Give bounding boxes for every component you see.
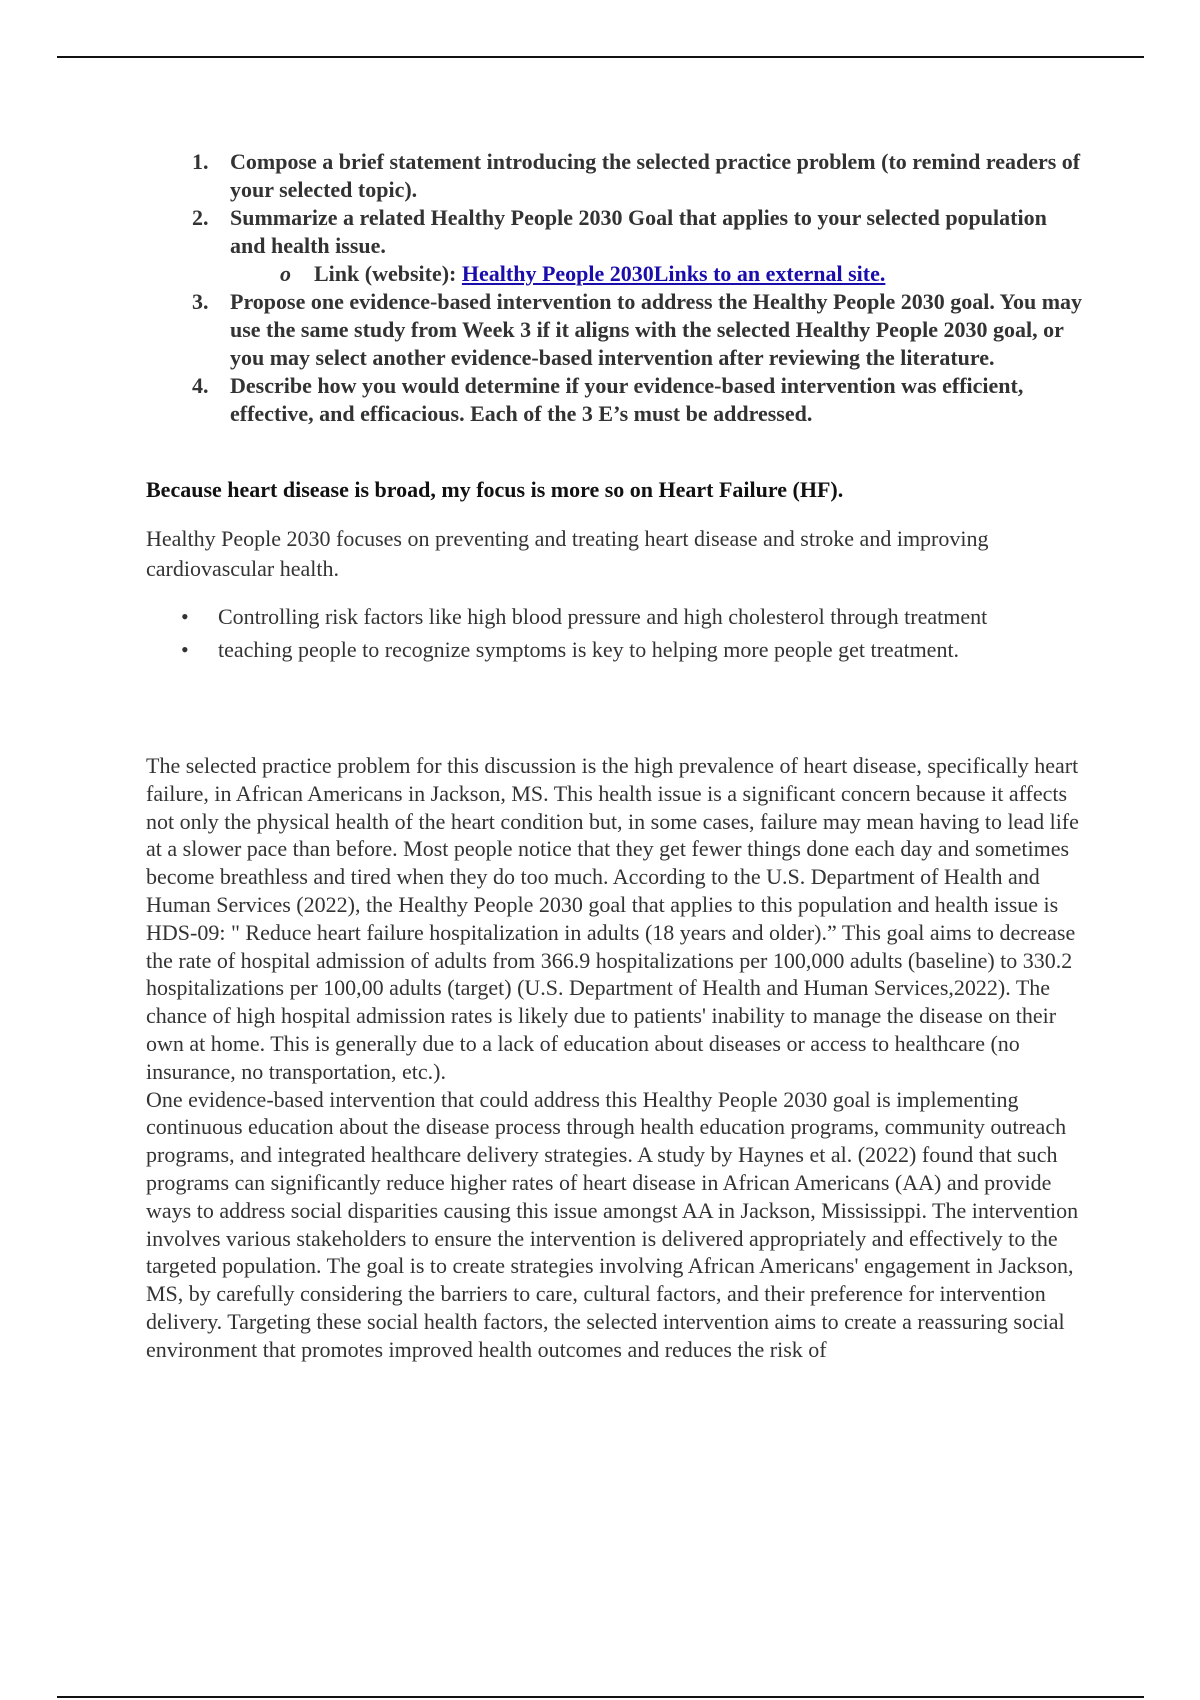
- link-sub-item: [146, 260, 1086, 288]
- bullet-dot-icon: •: [181, 604, 189, 629]
- instruction-item-2: [146, 204, 1086, 260]
- list-item: [146, 633, 1086, 666]
- instruction-list: [146, 148, 1086, 428]
- intro-paragraph: Healthy People 2030 focuses on preventing and treating heart disease and stroke and improving cardiovascular health.: [146, 526, 989, 581]
- instruction-text: Summarize a related Healthy People 2030 Goal that applies to your selected population and health issue.: [230, 205, 1047, 258]
- healthy-people-link[interactable]: Healthy People 2030Links to an external site.: [461, 261, 886, 286]
- instruction-item-1: [146, 148, 1086, 204]
- instruction-number: 3.: [192, 289, 209, 314]
- instruction-text: Compose a brief statement introducing the selected practice problem (to remind readers of your selected topic).: [230, 149, 1081, 202]
- focus-statement: Because heart disease is broad, my focus is more so on Heart Failure (HF).: [146, 477, 844, 502]
- body-paragraph-1: The selected practice problem for this discussion is the high prevalence of heart disease, specifically heart failure, in African Americans in Jackson, MS. This health issue is a significant concern because it affects not only the physical health of the heart condition but, in some cases, failure may mean having to lead life at a slower pace than before. Most people notice that they get fewer things done each day and sometimes become breathless and tired when they do too much. According to the U.S. Department of Health and Human Services (2022), the Healthy People 2030 goal that applies to this population and health issue is HDS-09: " Reduce heart failure hospitalization in adults (18 years and older).” This goal aims to decrease the rate of hospital admission of adults from 366.9 hospitalizations per 100,000 adults (baseline) to 330.2 hospitalizations per 100,00 adults (target) (U.S. Department of Health and Human Services,2022). The chance of high hospital admission rates is likely due to patients' inability to manage the disease on their own at home. This is generally due to a lack of education about diseases or access to healthcare (no insurance, no transportation, etc.).: [146, 753, 1079, 1084]
- instruction-text: Propose one evidence-based intervention to address the Healthy People 2030 goal. You may use the same study from Week 3 if it aligns with the selected Healthy People 2030 goal, or you may select another evidence-based intervention after reviewing the literature.: [230, 289, 1083, 370]
- instruction-item-4: [146, 372, 1086, 428]
- bottom-rule: [57, 1696, 1144, 1698]
- instruction-number: 4.: [192, 373, 209, 398]
- instruction-text: Describe how you would determine if your evidence-based intervention was efficient, effective, and efficacious. Each of the 3 E’s must be addressed.: [230, 373, 1024, 426]
- document-page: [146, 148, 1086, 1364]
- instruction-number: 2.: [192, 205, 209, 230]
- link-label: Link (website):: [314, 261, 462, 286]
- instruction-item-3: [146, 288, 1086, 372]
- instruction-number: 1.: [192, 149, 209, 174]
- body-text: [146, 752, 1091, 1364]
- body-paragraph-2: One evidence-based intervention that could address this Healthy People 2030 goal is implementing continuous education about the disease process through health education programs, community outreach programs, and integrated healthcare delivery strategies. A study by Haynes et al. (2022) found that such programs can significantly reduce higher rates of heart disease in African Americans (AA) and provide ways to address social disparities causing this issue amongst AA in Jackson, Mississippi. The intervention involves various stakeholders to ensure the intervention is delivered appropriately and effectively to the targeted population. The goal is to create strategies involving African Americans' engagement in Jackson, MS, by carefully considering the barriers to care, cultural factors, and their preference for intervention delivery. Targeting these social health factors, the selected intervention aims to create a reassuring social environment that promotes improved health outcomes and reduces the risk of: [146, 1086, 1079, 1362]
- bullet-list: [146, 600, 1086, 666]
- list-item-text: teaching people to recognize symptoms is key to helping more people get treatment.: [218, 637, 960, 662]
- list-item: [146, 600, 1086, 633]
- top-rule: [57, 56, 1144, 58]
- bullet-dot-icon: •: [181, 637, 189, 662]
- circle-bullet-icon: o: [280, 261, 291, 286]
- list-item-text: Controlling risk factors like high blood pressure and high cholesterol through treatment: [218, 604, 988, 629]
